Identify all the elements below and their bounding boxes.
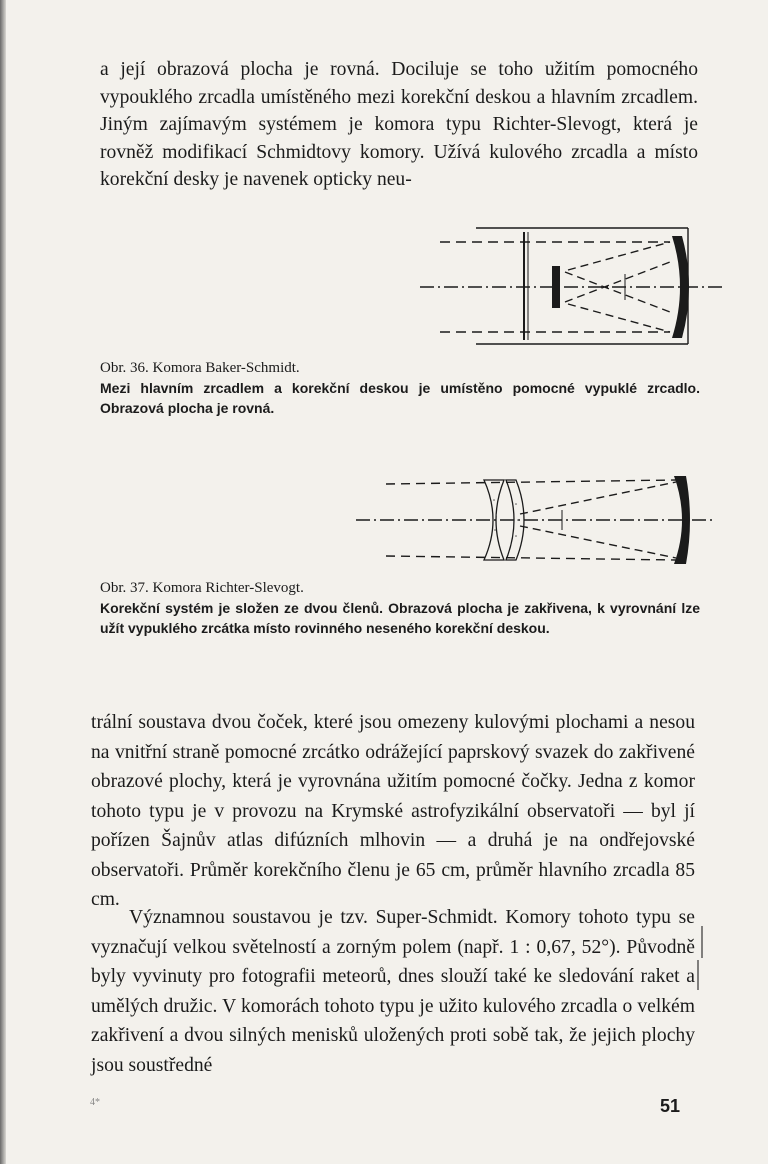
- figure-37-diagram: [356, 470, 718, 570]
- figure-37-title: Obr. 37. Komora Richter-Slevogt.: [100, 580, 304, 596]
- figure-36-caption: [100, 358, 700, 418]
- paragraph-top: a její obrazová plocha je rovná. Dociluje se toho užitím pomocného vypouklého zrcadla umístěného mezi korekční deskou a hlavním zrcadlem. Jiným zajímavým systémem je komora typu Richter-Slevogt, která je rovněž modifikací Schmidtovy komory. Užívá kulového zrcadla a místo korekční desky je navenek opticky neu-: [100, 59, 698, 190]
- paragraph-bottom-1: trální soustava dvou čoček, které jsou omezeny kulovými plochami a nesou na vnitřní straně pomocné zrcátko odrážející paprskový svazek do zakřivené obrazové plochy, která je vyrovnána užitím pomocné čočky. Jedna z komor tohoto typu je v provozu na Krymské astrofyzikální observatoři — byl jí pořízen Šajnův atlas difúzních mlhovin — a druhá je na ondřejovské observatoři. Průměr korekčního členu je 65 cm, průměr hlavního zrcadla 85 cm.: [91, 712, 695, 910]
- folio-mark: 4*: [90, 1097, 100, 1108]
- page-edge-shadow: [0, 0, 6, 1164]
- figure-37-caption: [100, 578, 700, 638]
- figure-36-diagram: [420, 222, 730, 352]
- figure-36-text: Mezi hlavním zrcadlem a korekční deskou je umístěno pomocné vypuklé zrcadlo. Obrazová plocha je rovná.: [100, 380, 700, 416]
- page-number: 51: [660, 1096, 681, 1116]
- paragraph-bottom-2: Významnou soustavou je tzv. Super-Schmidt. Komory tohoto typu se vyznačují velkou světelností a zorným polem (např. 1 : 0,67, 52°). Původně byly vyvinuty pro fotografii meteorů, dnes slouží také ke sledování raket a umělých družic. V komorách tohoto typu je užito kulového zrcadla o velkém zakřivení a dvou silných menisků uložených proti sobě tak, že jejich plochy jsou soustředné: [91, 907, 695, 1076]
- margin-pencil-mark: [692, 922, 708, 1002]
- figure-36-title: Obr. 36. Komora Baker-Schmidt.: [100, 360, 300, 376]
- figure-37-text: Korekční systém je složen ze dvou členů. Obrazová plocha je zakřivena, k vyrovnání lze užít vypuklého zrcátka místo rovinného neseného korekční deskou.: [100, 600, 700, 636]
